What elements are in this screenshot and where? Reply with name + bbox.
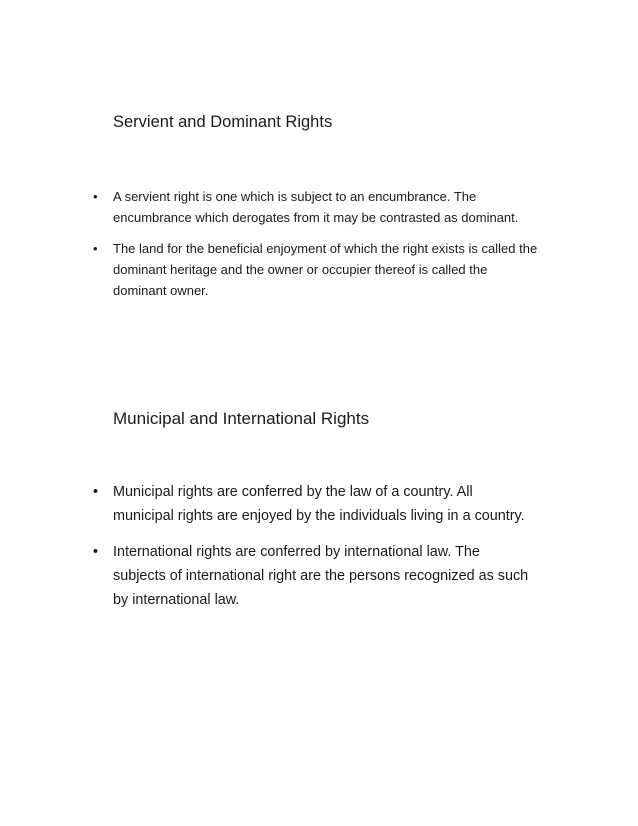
bullet-item [0, 238, 573, 301]
bullet-line: dominant heritage and the owner or occupier thereof is called the [113, 262, 488, 277]
bullet-item [0, 480, 583, 528]
bullet-line: subjects of international right are the persons recognized as such [113, 568, 529, 584]
bullet-icon: • [93, 241, 98, 256]
section-heading: Municipal and International Rights [113, 409, 370, 428]
bullet-line: by international law. [113, 592, 240, 608]
bullet-line: municipal rights are enjoyed by the individuals living in a country. [113, 508, 525, 524]
bullet-line: encumbrance which derogates from it may be contrasted as dominant. [113, 210, 519, 225]
bullet-list [0, 480, 583, 624]
bullet-line: International rights are conferred by international law. The [113, 544, 480, 560]
bullet-line: Municipal rights are conferred by the law of a country. All [113, 484, 473, 500]
bullet-icon: • [93, 544, 99, 560]
bullet-icon: • [93, 189, 98, 204]
bullet-line: A servient right is one which is subject to an encumbrance. The [113, 189, 477, 204]
bullet-line: The land for the beneficial enjoyment of which the right exists is called the [113, 241, 538, 256]
bullet-line: dominant owner. [113, 283, 209, 298]
section-heading: Servient and Dominant Rights [113, 113, 333, 131]
bullet-item [0, 186, 573, 228]
bullet-list [0, 186, 573, 311]
bullet-item [0, 540, 583, 612]
bullet-icon: • [93, 484, 99, 500]
